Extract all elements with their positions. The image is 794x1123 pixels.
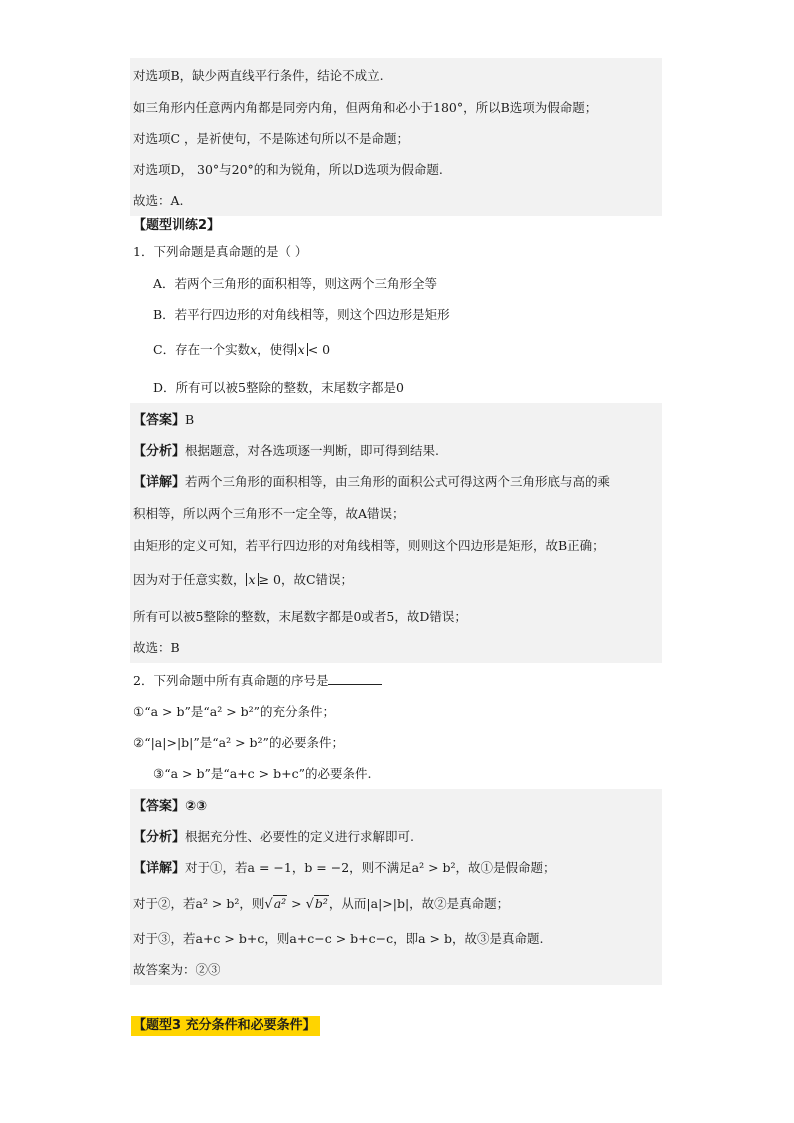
text-line: 对选项D， 30°与20°的和为锐角，所以D选项为假命题. <box>133 162 443 177</box>
sqrt-radicand: a² <box>273 896 287 911</box>
statement-3: ③“a > b”是“a+c > b+c”的必要条件. <box>153 766 372 781</box>
option-d: D．所有可以被5整除的整数，末尾数字都是0 <box>153 380 404 395</box>
detail-suffix: ≥ 0，故C错误； <box>258 572 354 587</box>
answer-value: ②③ <box>185 799 208 814</box>
answer-tag: 【答案】 <box>133 799 186 814</box>
detail-text: 若两个三角形的面积相等，由三角形的面积公式可得这两个三角形底与高的乘 <box>185 474 611 489</box>
detail-line: 积相等，所以两个三角形不一定全等，故A错误； <box>133 506 405 521</box>
sqrt-expression: √b² <box>305 896 328 912</box>
option-b: B．若平行四边形的对角线相等，则这个四边形是矩形 <box>153 307 450 322</box>
answer-tag: 【答案】 <box>133 413 186 428</box>
detail-line <box>133 572 353 588</box>
detail-line: 对于③，若a+c > b+c，则a+c−c > b+c−c，即a > b，故③是真命题. <box>133 931 544 946</box>
detail-prefix: 对于②，若a² > b²，则 <box>133 896 265 911</box>
option-c <box>153 342 330 358</box>
question-stem <box>133 672 382 689</box>
detail-tag: 【详解】 <box>133 475 186 490</box>
option-c-mid: ，使得 <box>257 342 295 357</box>
detail-line <box>133 896 509 913</box>
detail-suffix: ，从而|a|>|b|，故②是真命题； <box>328 896 510 911</box>
conclusion-line: 故答案为：②③ <box>133 962 221 977</box>
answer-blank <box>328 672 382 685</box>
text-line: 对选项B，缺少两直线平行条件，结论不成立. <box>133 68 384 83</box>
option-c-suffix: < 0 <box>307 342 331 357</box>
statement-2: ②“|a|>|b|”是“a² > b²”的必要条件； <box>133 735 344 750</box>
statement-1: ①“a > b”是“a² > b²”的充分条件； <box>133 704 336 719</box>
option-c-prefix: C．存在一个实数 <box>153 342 251 357</box>
detail-line: 由矩形的定义可知，若平行四边形的对角线相等，则则这个四边形是矩形，故B正确； <box>133 538 605 553</box>
abs-x: x <box>246 573 259 586</box>
question-stem: 1．下列命题是真命题的是（ ） <box>133 244 308 259</box>
answer-line <box>133 798 207 815</box>
detail-tag: 【详解】 <box>133 861 186 876</box>
section-title: 【题型训练2】 <box>133 218 221 233</box>
answer-line <box>133 412 194 429</box>
analysis-text: 根据题意，对各选项逐一判断，即可得到结果. <box>185 443 439 458</box>
abs-x: x <box>295 343 308 356</box>
text-line: 对选项C ，是祈使句，不是陈述句所以不是命题； <box>133 131 410 146</box>
sqrt-expression: √a² <box>264 896 287 912</box>
detail-text: 对于①，若a = −1，b = −2，则不满足a² > b²，故①是假命题； <box>185 860 556 875</box>
var-x: x <box>250 342 258 357</box>
sqrt-radicand: b² <box>314 896 328 911</box>
text-line: 故选：A. <box>133 193 184 208</box>
detail-prefix: 因为对于任意实数， <box>133 572 246 587</box>
solution-block-3 <box>130 789 662 985</box>
conclusion-line: 故选：B <box>133 640 180 655</box>
analysis-tag: 【分析】 <box>133 830 186 845</box>
detail-line <box>133 474 610 491</box>
analysis-line <box>133 443 439 460</box>
section-heading-highlight: 【题型3 充分条件和必要条件】 <box>131 1016 320 1036</box>
detail-line: 所有可以被5整除的整数，末尾数字都是0或者5，故D错误； <box>133 609 467 624</box>
analysis-text: 根据充分性、必要性的定义进行求解即可. <box>185 829 414 844</box>
analysis-tag: 【分析】 <box>133 444 186 459</box>
option-a: A．若两个三角形的面积相等，则这两个三角形全等 <box>153 276 438 291</box>
gt-sign: > <box>287 896 306 911</box>
question-text: 2．下列命题中所有真命题的序号是 <box>133 673 329 688</box>
analysis-line <box>133 829 414 846</box>
detail-line <box>133 860 556 877</box>
text-line: 如三角形内任意两内角都是同旁内角，但两角和必小于180°，所以B选项为假命题； <box>133 100 598 115</box>
answer-value: B <box>185 412 195 427</box>
